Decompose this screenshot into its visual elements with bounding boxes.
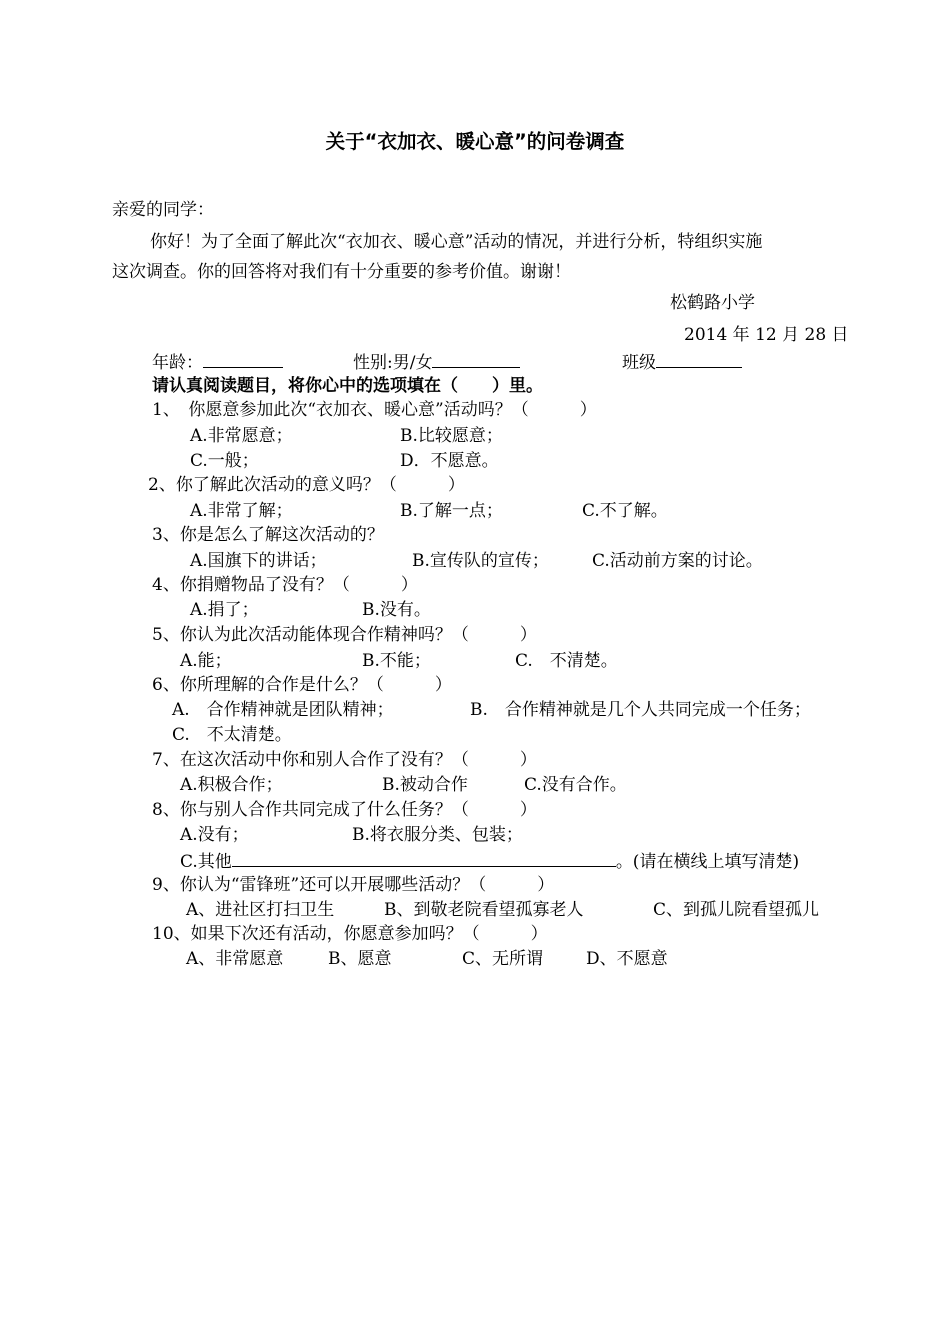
q1-option-c: C.一般； xyxy=(190,451,259,471)
question-8: 8、你与别人合作共同完成了什么任务？（ ） xyxy=(152,800,537,820)
q6-option-a: A. 合作精神就是团队精神； xyxy=(172,700,394,720)
q7-option-a: A.积极合作； xyxy=(180,775,283,795)
q7-option-b: B.被动合作 xyxy=(382,775,468,795)
q1-option-a: A.非常愿意； xyxy=(190,426,293,446)
q2-option-c: C.不了解。 xyxy=(582,501,668,521)
class-field xyxy=(622,349,742,375)
page-title: 关于“衣加衣、暖心意”的问卷调查 xyxy=(325,130,625,153)
intro-line-1: 你好！为了全面了解此次“衣加衣、暖心意”活动的情况，并进行分析，特组织实施 xyxy=(150,232,763,252)
q10-option-b: B、愿意 xyxy=(328,949,392,969)
question-7: 7、在这次活动中你和别人合作了没有？（ ） xyxy=(152,750,537,770)
class-label: 班级 xyxy=(622,353,656,373)
question-9: 9、你认为“雷锋班”还可以开展哪些活动？（ ） xyxy=(152,875,555,895)
q2-option-b: B.了解一点； xyxy=(400,501,503,521)
q1-option-b: B.比较愿意； xyxy=(400,426,503,446)
age-field xyxy=(152,349,283,375)
q10-option-a: A、非常愿意 xyxy=(186,949,284,969)
intro-line-2: 这次调查。你的回答将对我们有十分重要的参考价值。谢谢！ xyxy=(112,262,571,282)
q8-option-b: B.将衣服分类、包装； xyxy=(352,825,523,845)
signature: 松鹤路小学 xyxy=(670,293,755,313)
q7-option-c: C.没有合作。 xyxy=(524,775,627,795)
q5-option-b: B.不能； xyxy=(362,651,431,671)
q5-option-a: A.能； xyxy=(180,651,232,671)
gender-input-line[interactable] xyxy=(432,349,520,368)
question-1: 1、 你愿意参加此次“衣加衣、暖心意”活动吗？（ ） xyxy=(152,400,597,420)
q1-option-d: D．不愿意。 xyxy=(400,451,499,471)
q8-option-c xyxy=(180,848,799,874)
q6-option-b: B. 合作精神就是几个人共同完成一个任务； xyxy=(470,700,811,720)
q4-option-a: A.捐了； xyxy=(190,600,259,620)
q10-option-c: C、无所谓 xyxy=(462,949,544,969)
instruction: 请认真阅读题目，将你心中的选项填在（ ）里。 xyxy=(152,376,543,396)
q3-option-c: C.活动前方案的讨论。 xyxy=(592,551,763,571)
q10-option-d: D、不愿意 xyxy=(586,949,668,969)
q9-option-a: A、进社区打扫卫生 xyxy=(186,900,335,920)
age-label: 年龄： xyxy=(152,353,203,373)
date: 2014 年 12 月 28 日 xyxy=(684,325,849,345)
q5-option-c: C. 不清楚。 xyxy=(515,651,618,671)
q9-option-c: C、到孤儿院看望孤儿 xyxy=(653,900,820,920)
q9-option-b: B、到敬老院看望孤寡老人 xyxy=(384,900,584,920)
greeting: 亲爱的同学： xyxy=(112,200,214,220)
q3-option-a: A.国旗下的讲话； xyxy=(190,551,327,571)
q4-option-b: B.没有。 xyxy=(362,600,431,620)
q8-other-input-line[interactable] xyxy=(232,848,616,867)
question-6: 6、你所理解的合作是什么？（ ） xyxy=(152,675,452,695)
question-10: 10、如果下次还有活动，你愿意参加吗？（ ） xyxy=(152,924,548,944)
gender-label: 性别:男/女 xyxy=(353,353,433,373)
q2-option-a: A.非常了解； xyxy=(190,501,293,521)
class-input-line[interactable] xyxy=(656,349,742,368)
age-input-line[interactable] xyxy=(203,349,283,368)
question-3: 3、你是怎么了解这次活动的？ xyxy=(152,525,384,545)
gender-field xyxy=(353,349,520,375)
q8-option-a: A.没有； xyxy=(180,825,249,845)
question-5: 5、你认为此次活动能体现合作精神吗？（ ） xyxy=(152,625,537,645)
q8-option-c-note: 。(请在横线上填写清楚) xyxy=(615,852,800,872)
question-2: 2、你了解此次活动的意义吗？（ ） xyxy=(148,475,465,495)
q8-option-c-label: C.其他 xyxy=(180,852,232,872)
q3-option-b: B.宣传队的宣传； xyxy=(412,551,549,571)
question-4: 4、你捐赠物品了没有？（ ） xyxy=(152,575,418,595)
q6-option-c: C. 不太清楚。 xyxy=(172,725,292,745)
